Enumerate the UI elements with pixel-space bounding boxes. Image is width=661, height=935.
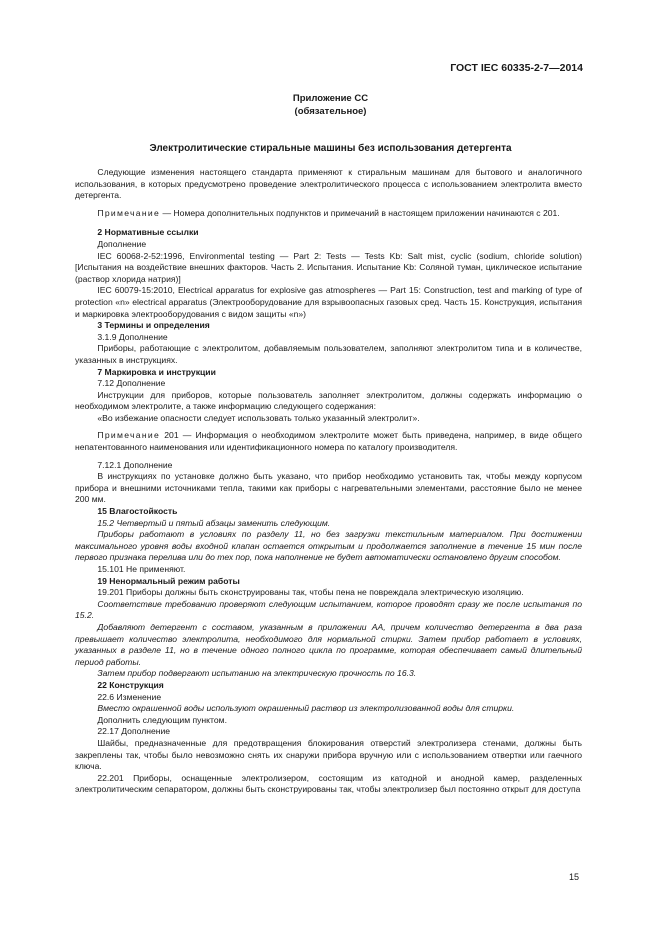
note-paragraph: [75, 208, 582, 220]
body-paragraph: В инструкциях по установке должно быть указано, что прибор необходимо установить так, чтобы между корпусом прибора и внешними источниками тепла, такими как приборы с нагревательными элементами, расстояние было не менее 200 мм.: [75, 471, 582, 505]
body-paragraph: Приборы работают в условиях по разделу 11, но без загрузки текстильным материалом. При достижении максимального уровня воды входной клапан остается открытым и продолжается заполнение в течение 15 мин после первого признака перелива или до тех пор, пока наполнение не будет автоматически остановлено другим способом.: [75, 529, 582, 563]
section-heading: 3 Термины и определения: [97, 320, 210, 331]
body-paragraph: 15.101 Не применяют.: [97, 564, 186, 574]
quote-paragraph: «Во избежание опасности следует использовать только указанный электролит».: [97, 412, 420, 423]
test-paragraph: Добавляют детергент с составом, указанным в приложении АА, причем количество детергента в два раза превышает количество электролита, необходимого для нормальной стирки. Затем прибор работает в условиях, указанных в разделе 11, но в течение одного полного цикла по программе, которая обеспечивает самый длительный период работы.: [75, 621, 582, 667]
section-heading: 2 Нормативные ссылки: [97, 227, 199, 238]
note-paragraph: [75, 430, 582, 453]
annex-title: Приложение СС: [292, 93, 369, 104]
note-text: 201 — Информация о необходимом электролите может быть приведена, например, в виде общего непатентованного наименования или идентификационного номера по каталогу производителя.: [75, 430, 582, 453]
body-paragraph: 22.201 Приборы, оснащенные электролизером, состоящим из катодной и анодной камер, разделенных электролитическим сепаратором, должны быть сконструированы так, чтобы электролизер был постоянно открыт для доступа: [75, 772, 582, 795]
body-paragraph: Приборы, работающие с электролитом, добавляемым пользователем, заполняют электролитом типа и в количестве, указанных в инструкциях.: [75, 343, 582, 365]
subheading: 3.1.9 Дополнение: [97, 331, 168, 342]
intro-paragraph: Следующие изменения настоящего стандарта применяют к стиральным машинам для бытового и аналогичного использования, в которых предусмотрено проведение электролитического процесса с использованием электролита вместо детергента.: [75, 167, 582, 201]
body-paragraph: 19.201 Приборы должны быть сконструированы так, чтобы пена не повреждала электрическую изоляцию.: [97, 587, 524, 598]
subheading: 22.6 Изменение: [97, 691, 162, 702]
note-label: Примечание: [97, 430, 161, 441]
section-heading: 7 Маркировка и инструкции: [97, 366, 216, 377]
note-text: — Номера дополнительных подпунктов и примечаний в настоящем приложении начинаются с 201.: [160, 207, 560, 218]
section-heading: 15 Влагостойкость: [97, 506, 178, 517]
test-paragraph: Затем прибор подвергают испытанию на электрическую прочность по 16.3.: [97, 668, 417, 679]
reference-item: IEC 60068-2-52:1996, Environmental testing — Part 2: Tests — Tests Kb: Salt mist, cyclic (sodium, chloride solution) [Испытания на воздействие внешних факторов. Часть 2. Испытания. Испытание Kb: Соляной туман, циклическое испытание (раствор хлорида натрия)]: [75, 250, 582, 284]
instruction-paragraph: 15.2 Четвертый и пятый абзацы заменить следующим.: [97, 517, 331, 528]
annex-status: (обязательное): [294, 106, 367, 117]
subheading: 7.12 Дополнение: [97, 378, 166, 389]
document-body: [75, 167, 582, 796]
note-label: Примечание: [97, 207, 161, 218]
body-paragraph: Шайбы, предназначенные для предотвращения блокирования отверстий электролизера стенами, должны быть закреплены так, чтобы было невозможно снять их снаружи прибора вручную или с использованием отвертки или гаечного ключа.: [75, 737, 582, 772]
body-paragraph: Вместо окрашенной воды используют окрашенный раствор из электролизованной воды для стирки.: [97, 703, 515, 714]
standard-header: ГОСТ IEC 60335-2-7—2014: [450, 62, 583, 74]
reference-item: IEC 60079-15:2010, Electrical apparatus for explosive gas atmospheres — Part 15: Construction, test and marking of type of protection «n» electrical apparatus (Электрооборудование для взрывоопасных газовых сред. Часть 15. Конструкция, испытания и маркировка электрооборудования с видом защиты «n»): [75, 285, 582, 319]
test-paragraph: Соответствие требованию проверяют следующим испытанием, которое проводят сразу же после испытания по 15.2.: [75, 598, 582, 621]
subheading: Дополнение: [97, 238, 147, 249]
body-paragraph: Дополнить следующим пунктом.: [97, 714, 227, 725]
annex-heading: [0, 92, 661, 118]
subheading: 7.12.1 Дополнение: [97, 459, 173, 470]
subheading: 22.17 Дополнение: [97, 726, 171, 737]
section-heading: 19 Ненормальный режим работы: [97, 575, 240, 586]
body-paragraph: Инструкции для приборов, которые пользователь заполняет электролитом, должны содержать информацию о необходимом электролите, а также информацию следующего содержания:: [75, 389, 582, 412]
document-title: Электролитические стиральные машины без использования детергента: [149, 143, 512, 154]
page-number: 15: [568, 872, 579, 882]
section-heading: 22 Конструкция: [97, 679, 164, 690]
